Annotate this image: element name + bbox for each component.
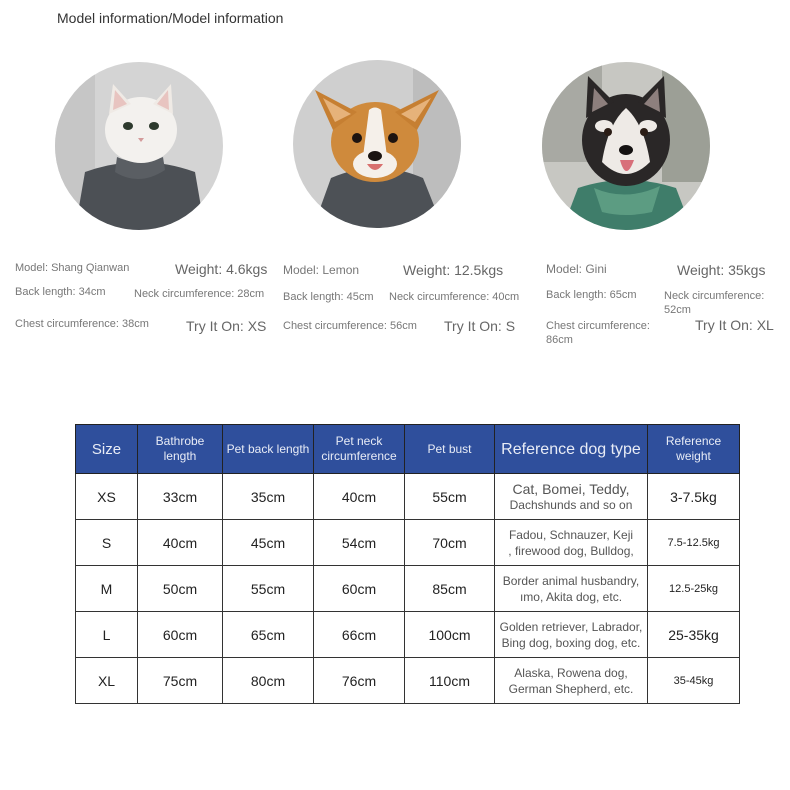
cell-neck: 60cm	[314, 566, 405, 612]
cell-reference-weight: 3-7.5kg	[648, 474, 740, 520]
cell-reference-weight: 12.5-25kg	[648, 566, 740, 612]
header-reference-weight: Reference weight	[648, 425, 740, 474]
model-1-back-length: Back length: 34cm	[15, 286, 106, 298]
cell-back-length: 55cm	[223, 566, 314, 612]
cell-neck: 76cm	[314, 658, 405, 704]
cell-size: XL	[76, 658, 138, 704]
cell-bust: 70cm	[405, 520, 495, 566]
header-pet-bust: Pet bust	[405, 425, 495, 474]
table-row	[76, 520, 740, 566]
cell-reference-dog-type	[495, 566, 648, 612]
cell-bathrobe-length: 33cm	[138, 474, 223, 520]
cell-bust: 100cm	[405, 612, 495, 658]
model-3-back-length: Back length: 65cm	[546, 289, 637, 301]
header-reference-dog-type: Reference dog type	[495, 425, 648, 474]
model-2-back-length: Back length: 45cm	[283, 291, 374, 303]
cell-back-length: 45cm	[223, 520, 314, 566]
cell-neck: 66cm	[314, 612, 405, 658]
cell-neck: 40cm	[314, 474, 405, 520]
model-3-chest: Chest circumference: 86cm	[546, 320, 650, 346]
model-1-chest: Chest circumference: 38cm	[15, 318, 149, 330]
header-size: Size	[76, 425, 138, 474]
header-pet-back-length: Pet back length	[223, 425, 314, 474]
cell-back-length: 35cm	[223, 474, 314, 520]
model-2-neck: Neck circumference: 40cm	[389, 291, 520, 303]
cell-back-length: 65cm	[223, 612, 314, 658]
reference-line-2: , firewood dog, Bulldog,	[508, 543, 634, 558]
cell-bathrobe-length: 40cm	[138, 520, 223, 566]
header-pet-neck-circumference: Pet neck circumference	[314, 425, 405, 474]
page-title: Model information/Model information	[57, 10, 284, 26]
model-1-weight: Weight: 4.6kgs	[175, 261, 268, 277]
cell-neck: 54cm	[314, 520, 405, 566]
cell-size: XS	[76, 474, 138, 520]
model-1-try-on: Try It On: XS	[186, 318, 267, 334]
reference-line-1: Alaska, Rowena dog,	[514, 665, 628, 680]
model-3-weight: Weight: 35kgs	[677, 262, 766, 278]
model-1-neck: Neck circumference: 28cm	[134, 288, 265, 300]
reference-line-2: Bing dog, boxing dog, etc.	[501, 635, 641, 650]
model-2-weight: Weight: 12.5kgs	[403, 262, 504, 278]
table-row	[76, 612, 740, 658]
reference-line-1: Border animal husbandry,	[502, 573, 640, 588]
cell-bust: 55cm	[405, 474, 495, 520]
table-row	[76, 566, 740, 612]
cell-bathrobe-length: 60cm	[138, 612, 223, 658]
reference-line-1: Fadou, Schnauzer, Keji	[508, 527, 634, 542]
cell-reference-weight: 7.5-12.5kg	[648, 520, 740, 566]
cell-bust: 85cm	[405, 566, 495, 612]
size-chart-table	[75, 424, 740, 704]
model-3-neck: Neck circumference: 52cm	[664, 290, 765, 316]
cell-size: M	[76, 566, 138, 612]
table-header-row	[76, 425, 740, 474]
reference-line-2: German Shepherd, etc.	[508, 681, 634, 696]
model-3-name: Model: Gini	[546, 262, 607, 276]
husky-photo	[542, 62, 710, 230]
model-3-try-on: Try It On: XL	[695, 317, 774, 333]
reference-line-2: Dachshunds and so on	[509, 497, 633, 512]
cell-reference-weight: 35-45kg	[648, 658, 740, 704]
cell-bathrobe-length: 50cm	[138, 566, 223, 612]
cell-reference-dog-type	[495, 474, 648, 520]
reference-line-1: Golden retriever, Labrador,	[499, 619, 643, 634]
model-2-name: Model: Lemon	[283, 263, 360, 277]
cell-size: S	[76, 520, 138, 566]
corgi-photo	[293, 60, 461, 228]
reference-line-2: ımo, Akita dog, etc.	[519, 589, 623, 604]
cell-reference-dog-type	[495, 612, 648, 658]
model-2-try-on: Try It On: S	[444, 318, 516, 334]
cat-photo	[55, 62, 223, 230]
cell-reference-weight: 25-35kg	[648, 612, 740, 658]
cell-bust: 110cm	[405, 658, 495, 704]
table-row	[76, 658, 740, 704]
model-2-chest: Chest circumference: 56cm	[283, 320, 417, 332]
header-bathrobe-length: Bathrobe length	[138, 425, 223, 474]
cell-reference-dog-type	[495, 520, 648, 566]
table-row	[76, 474, 740, 520]
cell-size: L	[76, 612, 138, 658]
cell-bathrobe-length: 75cm	[138, 658, 223, 704]
cell-reference-dog-type	[495, 658, 648, 704]
reference-line-1: Cat, Bomei, Teddy,	[512, 480, 630, 497]
cell-back-length: 80cm	[223, 658, 314, 704]
model-1-name: Model: Shang Qianwan	[15, 262, 130, 274]
